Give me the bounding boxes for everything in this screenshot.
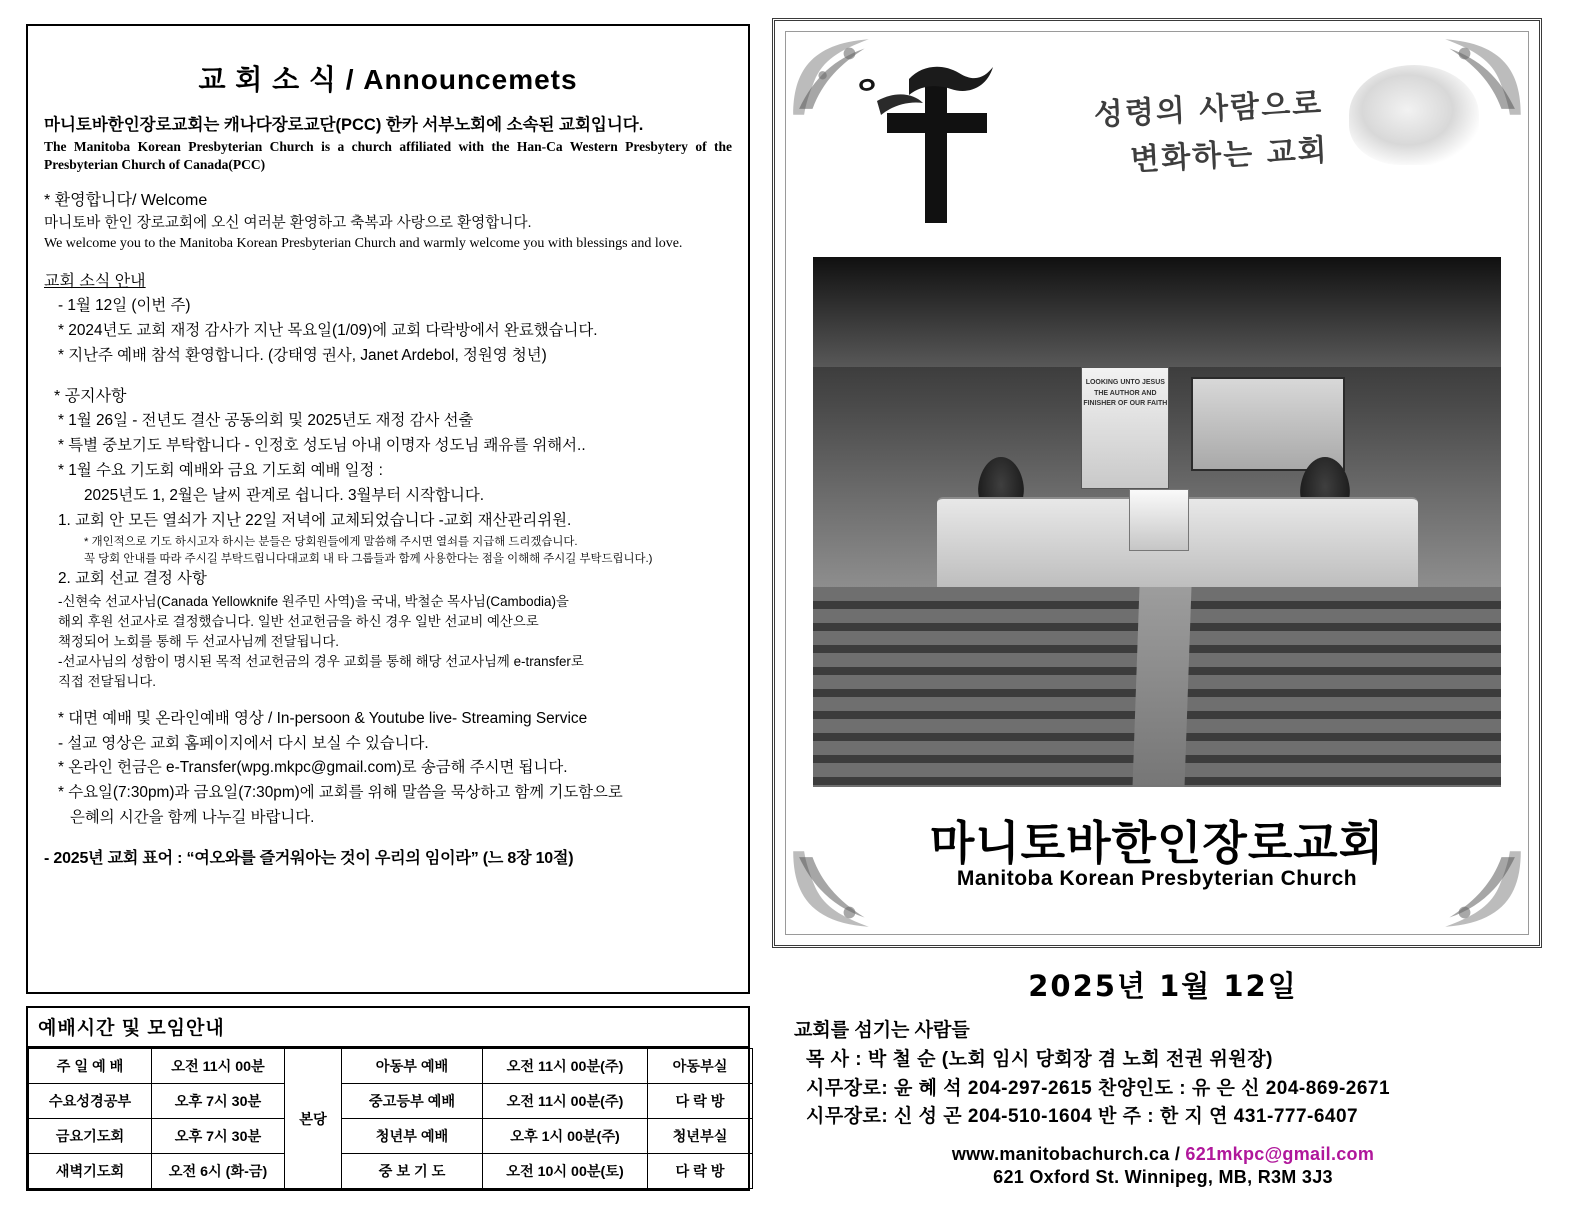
streaming-item: 은혜의 시간을 함께 나누길 바랍니다.: [70, 809, 315, 827]
cell-group-time: 오전 11시 00분(주): [483, 1084, 648, 1119]
mission-line: -선교사님의 성함이 명시된 목적 선교헌금의 경우 교회를 통해 해당 선교사님께 e-transfer로: [58, 654, 584, 670]
cell-service-name: 새벽기도회: [29, 1154, 152, 1189]
table-row: [29, 1154, 753, 1189]
cell-service-name: 수요성경공부: [29, 1084, 152, 1119]
announcements-panel: [26, 24, 750, 994]
cell-service-time: 오후 7시 30분: [152, 1084, 285, 1119]
welcome-heading: * 환영합니다/ Welcome: [44, 192, 208, 210]
fine-print: 꼭 당회 안내를 따라 주시길 부탁드립니다대교회 내 타 그룹들과 함께 사용한다는 점을 이해해 주시길 부탁드립니다.): [84, 552, 653, 565]
cell-group-location: 아동부실: [648, 1049, 753, 1084]
cell-group-name: 중고등부 예배: [342, 1084, 483, 1119]
streaming-item: * 온라인 헌금은 e-Transfer(wpg.mkpc@gmail.com)로 송금해 주시면 됩니다.: [58, 759, 568, 777]
year-motto: - 2025년 교회 표어 : “여오와를 즐거워아는 것이 우리의 임이라” (느 8장 10절): [44, 850, 574, 868]
mission-line: 직접 전달됩니다.: [58, 674, 156, 690]
table-row: [29, 1049, 753, 1084]
notice-item: * 특별 중보기도 부탁합니다 - 인정호 성도님 아내 이명자 성도님 쾌유를 위해서..: [58, 437, 586, 455]
servants-heading: 교회를 섬기는 사람들: [794, 1020, 970, 1041]
email-link[interactable]: 621mkpc@gmail.com: [1185, 1143, 1375, 1164]
right-column: [760, 0, 1574, 1216]
cell-group-location: 다 락 방: [648, 1154, 753, 1189]
cell-service-name: 주 일 예 배: [29, 1049, 152, 1084]
cross-icon: [847, 61, 1027, 231]
mission-line: -신현숙 선교사님(Canada Yellowknife 원주민 사역)을 국내, 박철순 목사님(Cambodia)을: [58, 594, 569, 610]
intro-korean: 마니토바한인장로교회는 캐나다장로교단(PCC) 한카 서부노회에 소속된 교회입니다.: [44, 116, 644, 134]
contact-line: [772, 1144, 1554, 1165]
church-name-korean: 마니토바한인장로교회: [929, 816, 1385, 870]
streaming-item: * 수요일(7:30pm)과 금요일(7:30pm)에 교회를 위해 말씀을 묵상하고 함께 기도함으로: [58, 784, 623, 802]
schedule-title: 예배시간 및 모임안내: [28, 1008, 748, 1048]
cell-group-name: 청년부 예배: [342, 1119, 483, 1154]
welcome-english: We welcome you to the Manitoba Korean Presbyterian Church and warmly welcome you with blessings and love.: [44, 236, 683, 252]
cell-location-main: 본당: [285, 1049, 342, 1189]
website-link[interactable]: www.manitobachurch.ca: [951, 1143, 1170, 1164]
cell-group-name: 중 보 기 도: [342, 1154, 483, 1189]
separator: /: [1169, 1143, 1186, 1164]
photo-aisle: [1133, 587, 1192, 787]
cell-service-time: 오전 6시 (화-금): [152, 1154, 285, 1189]
news-item: * 지난주 예배 참석 환영합니다. (강태영 권사, Janet Ardebol, 정원영 청년): [58, 347, 547, 365]
left-column: [0, 0, 760, 1216]
cover-panel: [772, 18, 1542, 948]
cell-service-name: 금요기도회: [29, 1119, 152, 1154]
table-row: [29, 1119, 753, 1154]
streaming-item: - 설교 영상은 교회 홈페이지에서 다시 보실 수 있습니다.: [58, 734, 429, 752]
slogan-line-2: 변화하는 교회: [1129, 132, 1330, 178]
cell-group-time: 오후 1시 00분(주): [483, 1119, 648, 1154]
photo-ceiling: [813, 257, 1501, 367]
numbered-item: 2. 교회 선교 결정 사항: [58, 570, 207, 588]
cell-group-name: 아동부 예배: [342, 1049, 483, 1084]
cover-header: [825, 55, 1489, 245]
notice-heading: * 공지사항: [54, 388, 127, 406]
welcome-korean: 마니토바 한인 장로교회에 오신 여러분 환영하고 축복과 사랑으로 환영합니다.: [44, 215, 532, 232]
announcements-title: 교 회 소 식 / Announcemets: [198, 64, 578, 95]
mission-line: 책정되어 노회를 통해 두 선교사님께 전달됩니다.: [58, 634, 340, 650]
servant-row: 시무장로: 신 성 곤 204-510-1604 반 주 : 한 지 연 431-777-6407: [806, 1106, 1359, 1127]
notice-item: * 1월 26일 - 전년도 결산 공동의회 및 2025년도 재정 감사 선출: [58, 412, 474, 430]
bulletin-date: 2025년 1월 12일: [1028, 969, 1298, 1003]
cell-service-time: 오후 7시 30분: [152, 1119, 285, 1154]
cell-group-location: 청년부실: [648, 1119, 753, 1154]
news-item: - 1월 12일 (이번 주): [58, 297, 191, 315]
cell-group-time: 오전 10시 00분(토): [483, 1154, 648, 1189]
streaming-heading: * 대면 예배 및 온라인예배 영상 / In-persoon & Youtube live- Streaming Service: [58, 709, 588, 727]
notice-subitem: 2025년도 1, 2월은 날씨 관계로 쉽니다. 3월부터 시작합니다.: [84, 487, 485, 505]
table-row: [29, 1084, 753, 1119]
church-name-english: Manitoba Korean Presbyterian Church: [956, 867, 1358, 890]
news-heading: 교회 소식 안내: [44, 273, 146, 291]
mission-line: 해외 후원 선교사로 결정했습니다. 일반 선교헌금을 하신 경우 일반 선교비 예산으로: [58, 614, 539, 630]
schedule-panel: [26, 1006, 750, 1191]
praying-hands-icon: [1349, 65, 1479, 165]
intro-english: The Manitoba Korean Presbyterian Church is a church affiliated with the Han-Ca Western Presbytery of the Presbyterian Church of Canada(PCC): [44, 139, 732, 172]
servant-row: 시무장로: 윤 혜 석 204-297-2615 찬양인도 : 유 은 신 204-869-2671: [806, 1077, 1391, 1099]
photo-scripture-banner: LOOKING UNTO JESUS THE AUTHOR AND FINISHER OF OUR FAITH: [1081, 367, 1169, 489]
servant-row: 목 사 : 박 철 순 (노회 임시 당회장 겸 노회 전권 위원장): [806, 1049, 1273, 1070]
photo-pulpit: [1129, 489, 1189, 551]
notice-item: * 1월 수요 기도회 예배와 금요 기도회 예배 일정 :: [58, 462, 383, 480]
numbered-item: 1. 교회 안 모든 열쇠가 지난 22일 저녁에 교체되었습니다 -교회 재산관리위원.: [58, 512, 572, 530]
sanctuary-photo: [813, 257, 1501, 787]
slogan-line-1: 성령의 사람으로: [1093, 85, 1324, 133]
svg-text:ᄋ: ᄋ: [849, 74, 887, 118]
cell-group-time: 오전 11시 00분(주): [483, 1049, 648, 1084]
cell-group-location: 다 락 방: [648, 1084, 753, 1119]
church-address: 621 Oxford St. Winnipeg, MB, R3M 3J3: [993, 1166, 1333, 1187]
cell-service-time: 오전 11시 00분: [152, 1049, 285, 1084]
fine-print: * 개인적으로 기도 하시고자 하시는 분들은 당회원들에게 말씀해 주시면 열쇠를 지급해 드리겠습니다.: [84, 536, 578, 548]
news-item: * 2024년도 교회 재정 감사가 지난 목요일(1/09)에 교회 다락방에서 완료했습니다.: [58, 322, 598, 340]
schedule-table: [28, 1048, 753, 1189]
